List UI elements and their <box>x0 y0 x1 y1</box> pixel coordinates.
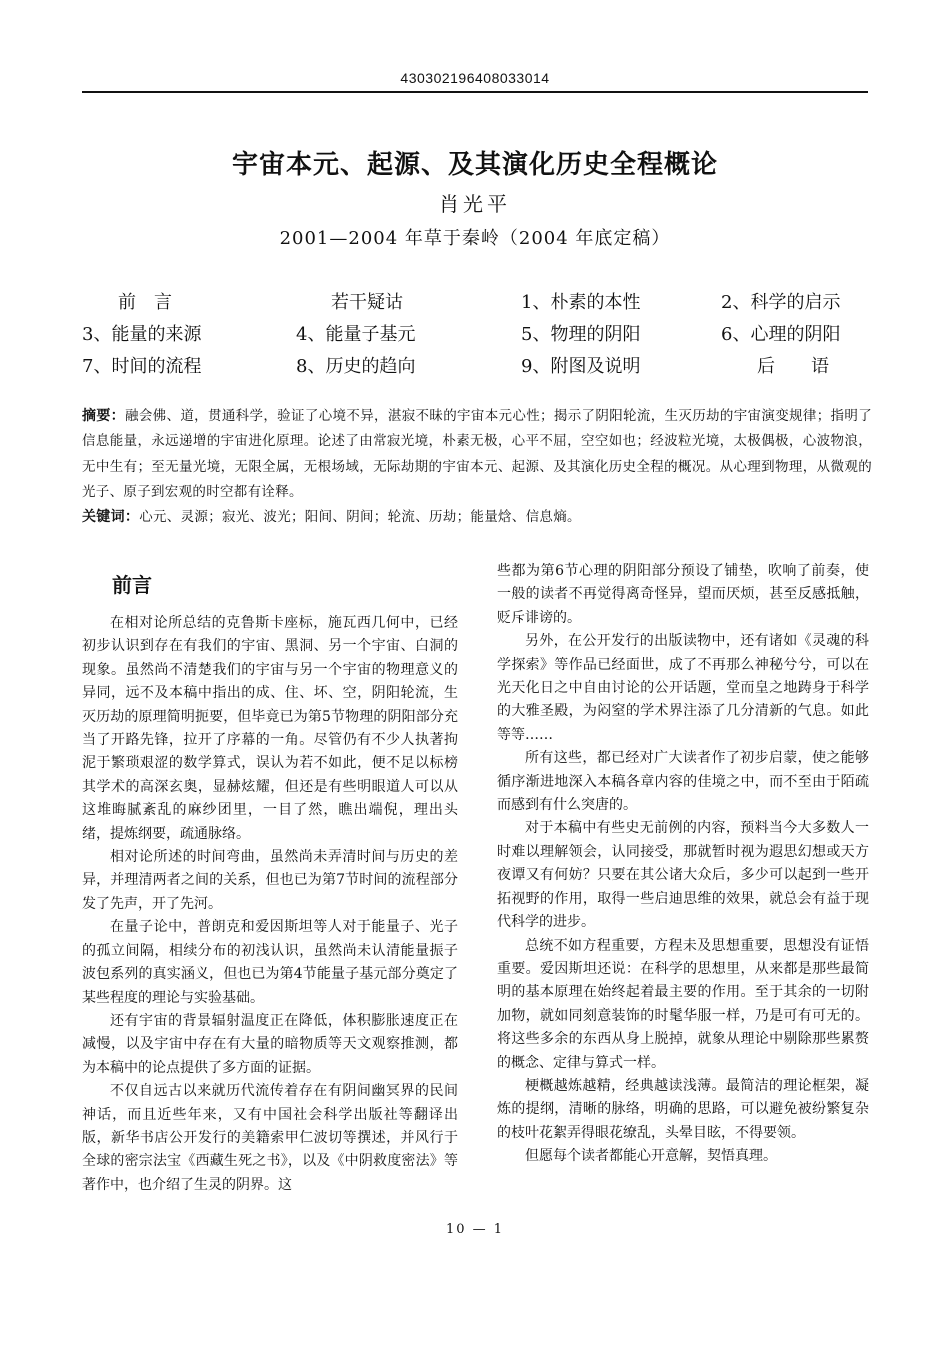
author: 肖光平 <box>439 192 511 216</box>
toc-row <box>82 349 872 381</box>
paragraph: 梗概越炼越精，经典越读浅薄。最简洁的理论框架，凝炼的提纲，清晰的脉络，明确的思路，可以避免被纷繁复杂的枝叶花絮弄得眼花缭乱，头晕目眩，不得要领。 <box>497 1077 869 1141</box>
paragraph: 不仅自远古以来就历代流传着存在有阴间幽冥界的民间神话，而且近些年来，又有中国社会科学出版社等翻译出版，新华书店公开发行的美籍索甲仁波切等撰述，并风行于全球的密宗法宝《西藏生死之书》，以及《中阴救度密法》等著作中，也介绍了生灵的阴界。这 <box>82 1083 458 1193</box>
paragraph: 另外，在公开发行的出版读物中，还有诸如《灵魂的科学探索》等作品已经面世，成了不再那么神秘兮兮，可以在光天化日之中自由讨论的公开话题，堂而皇之地踌身于科学的大雅圣殿，为闷窒的学术界注添了几分清新的气息。如此等等…… <box>497 633 869 743</box>
document-code: 430302196408033014 <box>400 70 550 86</box>
toc-row <box>82 285 872 317</box>
paragraph: 总统不如方程重要，方程未及思想重要，思想没有证悟重要。爱因斯坦还说：在科学的思想里，从来都是那些最简明的基本原理在始终起着最主要的作用。至于其余的一切附加物，就如同刻意装饰的时髦华服一样，乃是可有可无的。将这些多余的东西从身上脱掉，就象从理论中剔除那些累赘的概念、定律与算式一样。 <box>497 937 869 1071</box>
toc-item-1: 1、朴素的本性 <box>521 292 641 313</box>
paragraph: 对于本稿中有些史无前例的内容，预料当今大多数人一时难以理解领会，认同接受，那就暂时视为遐思幻想或天方夜谭又有何妨？只要在其公诸大众后，多少可以起到一些开拓视野的作用，取得一些启迪思维的效果，就总会有益于现代科学的进步。 <box>497 820 869 931</box>
keywords-label: 关键词： <box>82 509 140 525</box>
header-rule <box>82 91 868 93</box>
abstract-label: 摘要： <box>82 408 126 424</box>
table-of-contents <box>82 285 872 381</box>
abstract <box>82 404 872 506</box>
keywords-text: 心元、灵源；寂光、波光；阳间、阴间；轮流、历劫；能量焓、信息熵。 <box>139 509 581 525</box>
toc-item-9: 9、附图及说明 <box>521 356 641 377</box>
toc-item-7: 7、时间的流程 <box>82 356 202 377</box>
toc-item-8: 8、历史的趋向 <box>296 356 416 377</box>
paragraph: 在量子论中，普朗克和爱因斯坦等人对于能量子、光子的孤立间隔，相续分布的初浅认识，虽然尚未认清能量振子波包系列的真实涵义，但也已为第4节能量子基元部分奠定了某些程度的理论与实验基础。 <box>82 919 458 1006</box>
section-heading-preface: 前言 <box>112 573 152 597</box>
toc-item-6: 6、心理的阴阳 <box>721 324 841 345</box>
toc-item-5: 5、物理的阴阳 <box>521 324 641 345</box>
paragraph: 还有宇宙的背景辐射温度正在降低，体积膨胀速度正在减慢，以及宇宙中存在有大量的暗物质等天文观察推测，都为本稿中的论点提供了多方面的证据。 <box>82 1012 458 1076</box>
toc-item-afterword: 后 语 <box>757 356 829 377</box>
page-title: 宇宙本元、起源、及其演化历史全程概论 <box>231 150 718 180</box>
keywords <box>82 505 872 530</box>
paragraph: 在相对论所总结的克鲁斯卡座标，施瓦西几何中，已经初步认识到存在有我们的宇宙、黑洞、另一个宇宙、白洞的现象。虽然尚不清楚我们的宇宙与另一个宇宙的物理意义的异同，远不及本稿中指出的成、住、坏、空，阴阳轮流，生灭历劫的原理简明扼要，但毕竟已为第5节物理的阴阳部分充当了开路先锋，拉开了序幕的一角。尽管仍有不少人执著拘泥于繁琐艰涩的数学算式，误认为若不如此，便不足以标榜其学术的高深玄奥，显赫炫耀，但还是有些明眼道人可以从这堆晦腻紊乱的麻纱团里，一目了然，瞧出端倪，理出头绪，提炼纲要，疏通脉络。 <box>82 615 458 842</box>
paragraph-continued: 些都为第6节心理的阴阳部分预设了铺垫，吹响了前奏，使一般的读者不再觉得离奇怪异，望而厌烦，甚至反感抵触，贬斥诽谤的。 <box>497 563 869 626</box>
page-number: 10 — 1 <box>445 1222 505 1237</box>
toc-item-2: 2、科学的启示 <box>721 292 841 313</box>
toc-item-3: 3、能量的来源 <box>82 324 202 345</box>
paragraph: 相对论所述的时间弯曲，虽然尚未弄清时间与历史的差异，并理清两者之间的关系，但也已为第7节时间的流程部分发了先声，开了先河。 <box>82 849 458 912</box>
toc-row <box>82 317 872 349</box>
paragraph: 所有这些，都已经对广大读者作了初步启蒙，使之能够循序渐进地深入本稿各章内容的佳境之中，而不至由于陌疏而感到有什么突唐的。 <box>497 750 869 814</box>
toc-item-questions: 若干疑诂 <box>331 292 403 313</box>
toc-item-preface: 前 言 <box>118 292 172 313</box>
body-column-left <box>82 570 458 1197</box>
abstract-text: 融会佛、道，贯通科学，验证了心境不异，湛寂不昧的宇宙本元心性；揭示了阴阳轮流，生灭历劫的宇宙演变规律；指明了信息能量，永远递增的宇宙进化原理。论述了由常寂光境，朴素无极，心平不屈，空空如也；经波粒光境，太极偶极，心波物浪，无中生有；至无量光境，无限全属，无根场域，无际劫期的宇宙本元、起源、及其演化历史全程的概况。从心理到物理，从微观的光子、原子到宏观的时空都有诠释。 <box>82 408 873 501</box>
paragraph: 但愿每个读者都能心开意解，契悟真理。 <box>525 1148 777 1165</box>
body-column-right <box>497 560 869 1169</box>
dateline: 2001—2004 年草于秦岭（2004 年底定稿） <box>279 228 671 249</box>
toc-item-4: 4、能量子基元 <box>296 324 416 345</box>
